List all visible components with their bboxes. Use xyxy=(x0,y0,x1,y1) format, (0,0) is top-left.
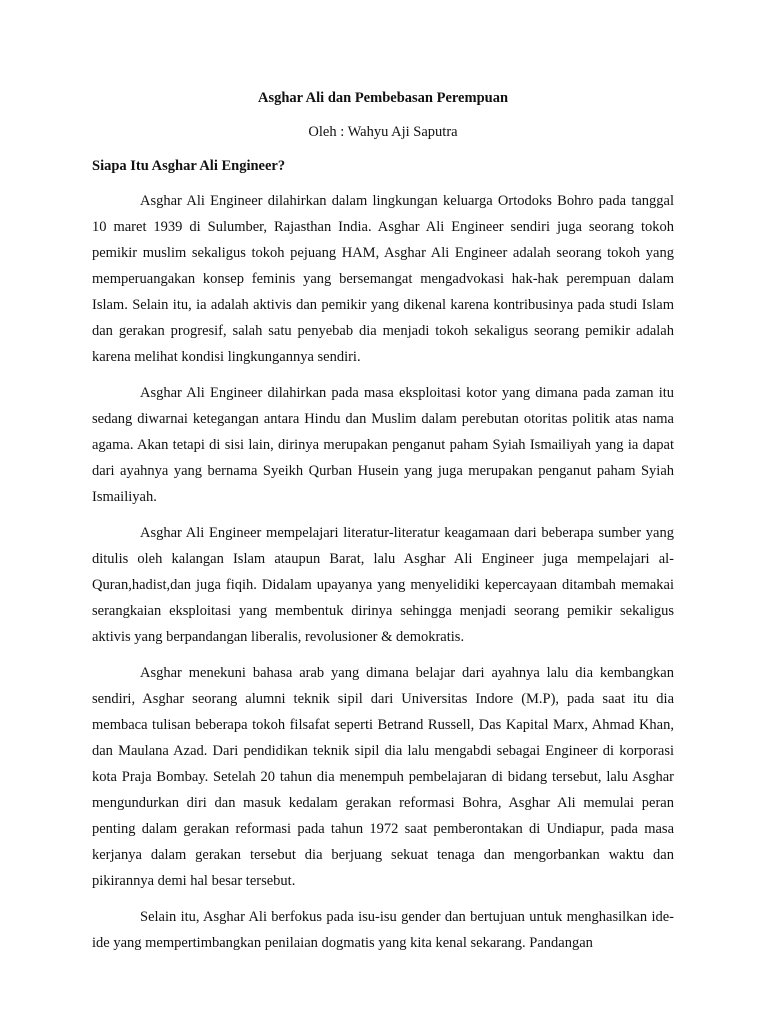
paragraph: Asghar Ali Engineer mempelajari literatur-literatur keagamaan dari beberapa sumber yang ditulis oleh kalangan Islam ataupun Barat, lalu Asghar Ali Engineer juga mempelajari al-Quran,hadist,dan juga fiqih. Didalam upayanya yang menyelidiki kepercayaan ditambah memakai serangkaian eksploitasi yang membentuk dirinya sehingga menjadi seorang pemikir sekaligus aktivis yang berpandangan liberalis, revolusioner & demokratis. xyxy=(92,525,674,645)
author-byline: Oleh : Wahyu Aji Saputra xyxy=(308,124,458,140)
document-title: Asghar Ali dan Pembebasan Perempuan xyxy=(257,90,509,106)
paragraph: Asghar Ali Engineer dilahirkan dalam lingkungan keluarga Ortodoks Bohro pada tanggal 10 maret 1939 di Sulumber, Rajasthan India. Asghar Ali Engineer sendiri juga seorang tokoh pemikir muslim sekaligus tokoh pejuang HAM, Asghar Ali Engineer adalah seorang tokoh yang memperuangakan konsep feminis yang bersemangat mengadvokasi hak-hak perempuan dalam Islam. Selain itu, ia adalah aktivis dan pemikir yang dikenal karena kontribusinya pada studi Islam dan gerakan progresif, salah satu penyebab dia menjadi tokoh sekaligus seorang pemikir adalah karena melihat kondisi lingkungannya sendiri. xyxy=(92,193,674,365)
paragraph: Selain itu, Asghar Ali berfokus pada isu-isu gender dan bertujuan untuk menghasilkan ide-ide yang mempertimbangkan penilaian dogmatis yang kita kenal sekarang. Pandangan xyxy=(92,909,674,951)
paragraph: Asghar menekuni bahasa arab yang dimana belajar dari ayahnya lalu dia kembangkan sendiri, Asghar seorang alumni teknik sipil dari Universitas Indore (M.P), pada saat itu dia membaca tulisan beberapa tokoh filsafat seperti Betrand Russell, Das Kapital Marx, Ahmad Khan, dan Maulana Azad. Dari pendidikan teknik sipil dia lalu mengabdi sebagai Engineer di korporasi kota Praja Bombay. Setelah 20 tahun dia menempuh pembelajaran di bidang tersebut, lalu Asghar mengundurkan diri dan masuk kedalam gerakan reformasi Bohra, Asghar Ali memulai peran penting dalam gerakan reformasi pada tahun 1972 saat pemberontakan di Undiapur, pada masa kerjanya dalam gerakan tersebut dia berjuang sekuat tenaga dan mengorbankan waktu dan pikirannya demi hal besar tersebut. xyxy=(92,665,674,889)
document-page xyxy=(92,88,674,966)
paragraph: Asghar Ali Engineer dilahirkan pada masa eksploitasi kotor yang dimana pada zaman itu sedang diwarnai ketegangan antara Hindu dan Muslim dalam perebutan otoritas politik atas nama agama. Akan tetapi di sisi lain, dirinya merupakan penganut paham Syiah Ismailiyah yang ia dapat dari ayahnya yang bernama Syeikh Qurban Husein yang juga merupakan penganut paham Syiah Ismailiyah. xyxy=(92,385,674,505)
section-heading: Siapa Itu Asghar Ali Engineer? xyxy=(92,158,286,174)
